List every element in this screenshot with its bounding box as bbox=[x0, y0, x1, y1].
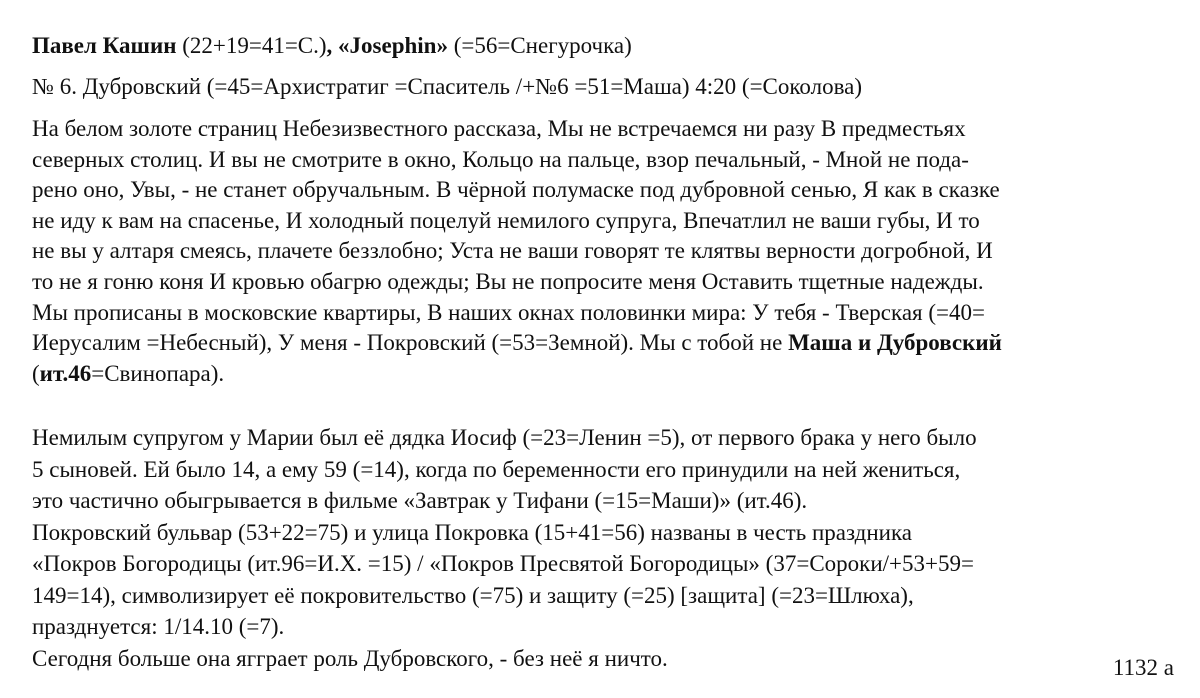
commentary-line: это частично обыгрывается в фильме «Завтрак у Тифани (=15=Маши)» (ит.46). bbox=[32, 488, 808, 513]
poem-line: На белом золоте страниц Небезизвестного рассказа, Мы не встречаемся ни разу В предместьях bbox=[32, 116, 966, 141]
poem-line: не вы у алтаря смеясь, плачете беззлобно; Уста не ваши говорят те клятвы верности догробной, И bbox=[32, 238, 993, 264]
poem-line-text: Иерусалим =Небесный), У меня - Покровский (=53=Земной). Мы с тобой не bbox=[32, 330, 789, 356]
song-title-note: (=56=Снегурочка) bbox=[447, 33, 632, 58]
commentary-line: «Покров Богородицы (ит.96=И.Х. =15) / «Покров Пресвятой Богородицы» (37=Сороки/+53+59= bbox=[32, 551, 974, 576]
commentary-line: празднуется: 1/14.10 (=7). bbox=[32, 614, 285, 639]
poem-line: рено оно, Увы, - не станет обручальным. В чёрной полумаске под дубровной сенью, Я как в сказке bbox=[32, 177, 1000, 203]
poem-line: Мы прописаны в московские квартиры, В наших окнах половинки мира: У тебя - Тверская (=40= bbox=[32, 299, 985, 325]
commentary-line: Сегодня больше она ягграет роль Дубровского, - без неё я ничто. bbox=[32, 645, 668, 671]
author-name: Павел Кашин bbox=[32, 33, 177, 58]
poem-total-rest: =Свинопара). bbox=[91, 360, 225, 386]
commentary-line: Немилым супругом у Марии был её дядка Иосиф (=23=Ленин =5), от первого брака у него было bbox=[32, 425, 977, 450]
poem-line: северных столиц. И вы не смотрите в окно, Кольцо на пальце, взор печальный, - Мной не пода- bbox=[32, 146, 969, 172]
poem-line bbox=[32, 328, 1002, 359]
heading-comma: , bbox=[326, 33, 333, 58]
poem-open-paren: ( bbox=[32, 360, 40, 386]
author-note: (22+19=41=С.) bbox=[176, 33, 327, 58]
song-heading bbox=[32, 30, 632, 61]
commentary-text bbox=[32, 422, 977, 674]
commentary-line: 5 сыновей. Ей было 14, а ему 59 (=14), когда по беременности его принудили на ней жениться, bbox=[32, 456, 961, 482]
track-info: № 6. Дубровский (=45=Архистратиг =Спаситель /+№6 =51=Маша) 4:20 (=Соколова) bbox=[32, 74, 862, 99]
poem-line bbox=[32, 359, 1002, 390]
poem-total-bold: ит.46 bbox=[39, 360, 92, 386]
commentary-line: Покровский бульвар (53+22=75) и улица Покровка (15+41=56) названы в честь праздника bbox=[32, 519, 912, 545]
poem-text bbox=[32, 114, 1002, 389]
poem-line: то не я гоню коня И кровью обагрю одежды; Вы не попросите меня Оставить тщетные надежды. bbox=[32, 268, 984, 294]
commentary-line: 149=14), символизирует её покровительство (=75) и защиту (=25) [защита] (=23=Шлюха), bbox=[32, 582, 914, 608]
page-number: 1132 а bbox=[1112, 655, 1174, 680]
poem-line: не иду к вам на спасенье, И холодный поцелуй немилого супруга, Впечатлил не ваши губы, И то bbox=[32, 207, 980, 233]
song-title: «Josephin» bbox=[332, 33, 448, 58]
poem-bold-phrase: Маша и Дубровский bbox=[788, 330, 1002, 356]
